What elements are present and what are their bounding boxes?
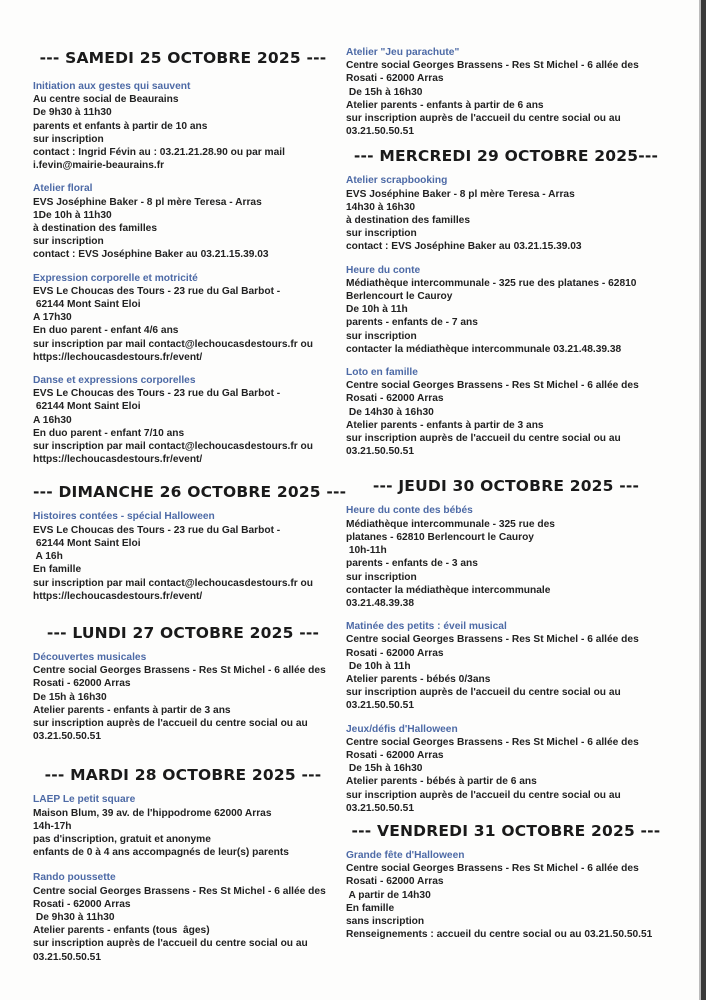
event-detail-line: Centre social Georges Brassens - Res St Michel - 6 allée des [346, 736, 639, 748]
event-detail-line: Rosati - 62000 Arras [346, 749, 444, 761]
day-heading: --- JEUDI 30 OCTOBRE 2025 --- [372, 477, 640, 496]
event-detail-line: sur inscription [33, 236, 104, 248]
event-detail-line: sur inscription auprès de l'accueil du centre social ou au [346, 113, 621, 125]
event-title: Matinée des petits : éveil musical [346, 621, 507, 633]
event-loto-en-famille [346, 366, 666, 458]
event-detail-line: De 10h à 11h [346, 304, 408, 316]
event-detail-line: à destination des familles [346, 215, 470, 227]
event-detail-line: 03.21.50.50.51 [346, 700, 414, 712]
day-heading: --- MARDI 28 OCTOBRE 2025 --- [44, 766, 322, 785]
event-detail-line: enfants de 0 à 4 ans accompagnés de leur(s) parents [33, 847, 289, 859]
event-detail-line: contact : EVS Joséphine Baker au 03.21.15.39.03 [33, 249, 269, 261]
event-detail-line: Rosati - 62000 Arras [346, 73, 444, 85]
event-histoires-contees-special-halloween [33, 510, 333, 602]
event-title: LAEP Le petit square [33, 794, 136, 806]
event-detail-line: platanes - 62810 Berlencourt le Cauroy [346, 531, 534, 543]
event-detail-line: A 16h30 [33, 414, 72, 426]
event-detail-line: https://lechoucasdestours.fr/event/ [33, 590, 203, 602]
event-detail-line: EVS Le Choucas des Tours - 23 rue du Gal Barbot - [33, 388, 281, 400]
event-detail-line: Centre social Georges Brassens - Res St Michel - 6 allée des [33, 665, 326, 677]
event-detail-line: 10h-11h [346, 545, 387, 557]
event-detail-line: sur inscription auprès de l'accueil du centre social ou au [33, 717, 308, 729]
event-detail-line: En duo parent - enfant 4/6 ans [33, 325, 179, 337]
event-detail-line: Renseignements : accueil du centre social ou au 03.21.50.50.51 [346, 929, 653, 941]
event-detail-line: contacter la médiathèque intercommunale [346, 584, 551, 596]
event-detail-line: Centre social Georges Brassens - Res St Michel - 6 allée des [346, 380, 639, 392]
event-detail-line: sur inscription auprès de l'accueil du centre social ou au [346, 789, 621, 801]
event-matinee-des-petits-eveil-musical [346, 620, 666, 712]
event-detail-line: 03.21.50.50.51 [33, 951, 101, 963]
event-detail-line: Centre social Georges Brassens - Res St Michel - 6 allée des [33, 885, 326, 897]
day-heading: --- VENDREDI 31 OCTOBRE 2025 --- [351, 821, 661, 840]
event-detail-line: A partir de 14h30 [346, 889, 431, 901]
event-heure-du-conte [346, 264, 666, 356]
event-detail-line: sur inscription [346, 571, 417, 583]
event-title: Grande fête d'Halloween [346, 849, 465, 861]
event-detail-line: EVS Le Choucas des Tours - 23 rue du Gal Barbot - [33, 524, 281, 536]
event-grande-fete-d-halloween [346, 849, 666, 941]
event-detail-line: De 9h30 à 11h30 [33, 107, 112, 119]
event-detail-line: Rosati - 62000 Arras [33, 678, 131, 690]
day-heading: --- MERCREDI 29 OCTOBRE 2025--- [353, 147, 659, 166]
event-detail-line: En famille [33, 564, 82, 576]
event-title: Loto en famille [346, 367, 418, 379]
event-detail-line: sur inscription [346, 330, 417, 342]
event-detail-line: parents - enfants de - 7 ans [346, 317, 478, 329]
event-detail-line: Rosati - 62000 Arras [346, 647, 444, 659]
event-detail-line: contacter la médiathèque intercommunale 03.21.48.39.38 [346, 343, 622, 355]
event-detail-line: De 15h à 16h30 [33, 691, 107, 703]
event-detail-line: Atelier parents - enfants (tous âges) [33, 925, 210, 937]
event-detail-line: Atelier parents - enfants à partir de 3 ans [33, 704, 231, 716]
event-jeux-defis-d-halloween [346, 723, 666, 815]
event-title: Initiation aux gestes qui sauvent [33, 81, 191, 92]
event-detail-line: 62144 Mont Saint Eloi [33, 299, 141, 311]
event-initiation-aux-gestes-qui-sauvent [33, 80, 333, 172]
event-detail-line: sur inscription par mail contact@lechoucasdestours.fr ou [33, 441, 313, 453]
event-detail-line: 03.21.50.50.51 [33, 731, 101, 743]
event-detail-line: 1De 10h à 11h30 [33, 209, 112, 221]
event-detail-line: https://lechoucasdestours.fr/event/ [33, 351, 203, 363]
event-detail-line: 03.21.50.50.51 [346, 446, 414, 458]
event-detail-line: i.fevin@mairie-beaurains.fr [33, 160, 165, 172]
event-detail-line: Rosati - 62000 Arras [33, 898, 131, 910]
event-detail-line: 14h-17h [33, 820, 72, 832]
event-detail-line: Atelier parents - enfants à partir de 6 ans [346, 99, 544, 111]
event-detail-line: parents et enfants à partir de 10 ans [33, 120, 208, 132]
event-detail-line: sur inscription auprès de l'accueil du centre social ou au [346, 433, 621, 445]
event-detail-line: EVS Le Choucas des Tours - 23 rue du Gal Barbot - [33, 285, 281, 297]
event-danse-et-expressions-corporelles [33, 374, 333, 466]
event-title: Danse et expressions corporelles [33, 375, 196, 387]
event-detail-line: De 10h à 11h [346, 660, 411, 672]
event-detail-line: De 14h30 à 16h30 [346, 406, 434, 418]
event-detail-line: contact : Ingrid Févin au : 03.21.21.28.90 ou par mail [33, 147, 285, 159]
event-detail-line: 62144 Mont Saint Eloi [33, 537, 141, 549]
event-detail-line: 03.21.50.50.51 [346, 802, 414, 814]
event-detail-line: 62144 Mont Saint Eloi [33, 401, 141, 413]
event-atelier-floral [33, 182, 333, 261]
event-detail-line: En duo parent - enfant 7/10 ans [33, 427, 185, 439]
event-heure-du-conte-des-bebes [346, 504, 666, 610]
event-decouvertes-musicales [33, 651, 333, 743]
event-title: Heure du conte [346, 264, 421, 276]
event-title: Jeux/défis d'Halloween [346, 723, 458, 735]
event-detail-line: Berlencourt le Cauroy [346, 291, 453, 303]
event-atelier-jeu-parachute [346, 46, 666, 138]
day-heading: --- SAMEDI 25 OCTOBRE 2025 --- [39, 49, 327, 67]
event-detail-line: En famille [346, 902, 395, 914]
event-detail-line: A 17h30 [33, 312, 72, 324]
event-detail-line: De 15h à 16h30 [346, 86, 423, 98]
event-detail-line: Maison Blum, 39 av. de l'hippodrome 62000 Arras [33, 807, 272, 819]
event-detail-line: sur inscription auprès de l'accueil du centre social ou au [346, 687, 621, 699]
event-detail-line: EVS Joséphine Baker - 8 pl mère Teresa - Arras [346, 188, 575, 200]
event-title: Atelier "Jeu parachute" [346, 47, 460, 58]
event-atelier-scrapbooking [346, 174, 666, 253]
event-detail-line: Centre social Georges Brassens - Res St Michel - 6 allée des [346, 634, 639, 646]
event-detail-line: 14h30 à 16h30 [346, 201, 416, 213]
event-detail-line: Atelier parents - bébés à partir de 6 ans [346, 776, 537, 788]
day-heading: --- DIMANCHE 26 OCTOBRE 2025 --- [33, 483, 347, 502]
event-detail-line: parents - enfants de - 3 ans [346, 558, 478, 570]
event-detail-line: 03.21.50.50.51 [346, 126, 414, 138]
event-detail-line: https://lechoucasdestours.fr/event/ [33, 454, 203, 466]
event-detail-line: Médiathèque intercommunale - 325 rue des platanes - 62810 [346, 277, 637, 289]
event-detail-line: pas d'inscription, gratuit et anonyme [33, 833, 211, 845]
page-edge-shadow [701, 0, 706, 1000]
day-heading: --- LUNDI 27 OCTOBRE 2025 --- [46, 623, 320, 642]
event-detail-line: Centre social Georges Brassens - Res St Michel - 6 allée des [346, 60, 639, 72]
event-detail-line: Atelier parents - bébés 0/3ans [346, 673, 491, 685]
event-detail-line: De 9h30 à 11h30 [33, 911, 115, 923]
event-detail-line: sur inscription par mail contact@lechoucasdestours.fr ou [33, 577, 313, 589]
event-detail-line: sur inscription auprès de l'accueil du centre social ou au [33, 938, 308, 950]
event-detail-line: Rosati - 62000 Arras [346, 876, 444, 888]
event-title: Histoires contées - spécial Halloween [33, 511, 215, 523]
event-detail-line: sans inscription [346, 915, 425, 927]
event-title: Heure du conte des bébés [346, 505, 473, 517]
event-detail-line: sur inscription par mail contact@lechoucasdestours.fr ou [33, 338, 313, 350]
event-detail-line: contact : EVS Joséphine Baker au 03.21.15.39.03 [346, 241, 582, 253]
event-detail-line: Médiathèque intercommunale - 325 rue des [346, 518, 555, 530]
event-title: Atelier floral [33, 183, 93, 195]
event-detail-line: De 15h à 16h30 [346, 763, 423, 775]
event-title: Rando poussette [33, 872, 116, 884]
event-rando-poussette [33, 871, 333, 963]
event-detail-line: A 16h [33, 551, 63, 563]
event-expression-corporelle-et-motricite [33, 272, 333, 364]
event-detail-line: Centre social Georges Brassens - Res St Michel - 6 allée des [346, 863, 639, 875]
event-detail-line: Au centre social de Beaurains [33, 94, 179, 106]
event-detail-line: 03.21.48.39.38 [346, 597, 414, 609]
event-detail-line: à destination des familles [33, 223, 157, 235]
event-detail-line: sur inscription [346, 228, 417, 240]
event-detail-line: EVS Joséphine Baker - 8 pl mère Teresa - Arras [33, 196, 262, 208]
event-detail-line: sur inscription [33, 133, 104, 145]
left-column [33, 48, 347, 964]
event-title: Expression corporelle et motricité [33, 272, 198, 284]
event-title: Atelier scrapbooking [346, 175, 448, 187]
event-laep-le-petit-square [33, 793, 333, 859]
right-column [346, 46, 666, 941]
event-title: Découvertes musicales [33, 651, 147, 663]
event-detail-line: Atelier parents - enfants à partir de 3 ans [346, 419, 544, 431]
event-detail-line: Rosati - 62000 Arras [346, 393, 444, 405]
